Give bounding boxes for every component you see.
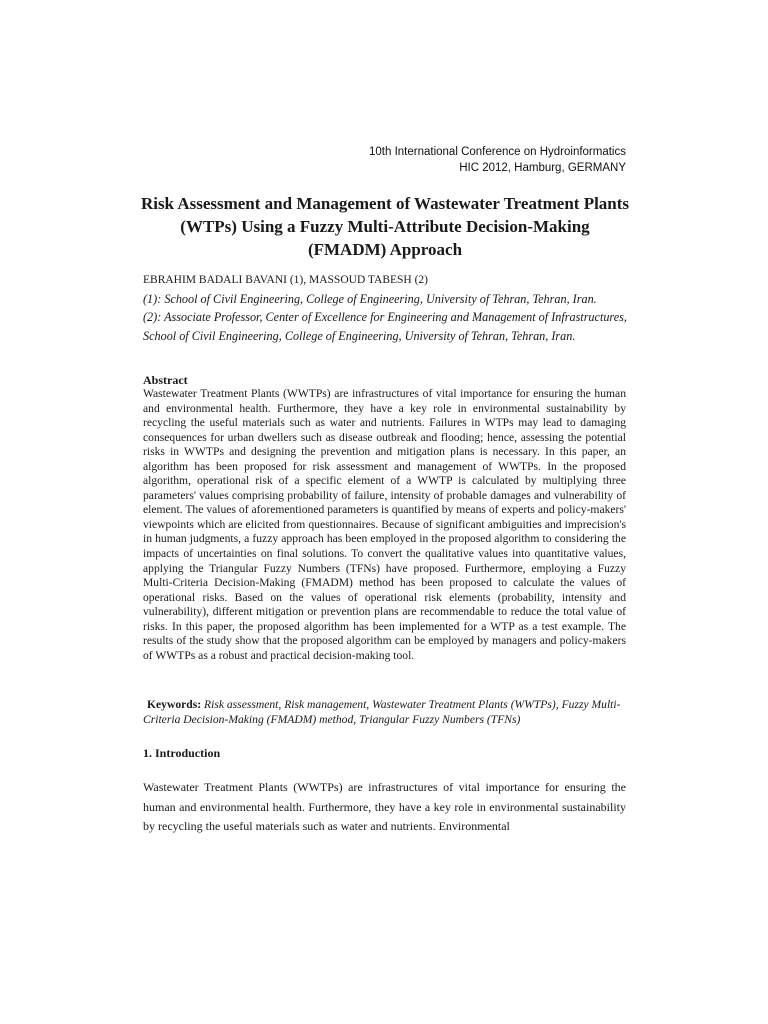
conference-location: HIC 2012, Hamburg, GERMANY <box>459 162 626 174</box>
affiliation-1: (1): School of Civil Engineering, College of Engineering, University of Tehran, Tehran, Iran. <box>143 292 597 306</box>
abstract-heading: Abstract <box>143 373 188 387</box>
conference-name: 10th International Conference on Hydroinformatics <box>369 146 626 158</box>
paper-title: Risk Assessment and Management of Wastewater Treatment Plants (WTPs) Using a Fuzzy Multi-Attribute Decision-Making (FMADM) Approach <box>140 194 630 259</box>
introduction-text: Wastewater Treatment Plants (WWTPs) are infrastructures of vital importance for ensuring the human and environmental health. Furthermore, they have a key role in environmental sustainability by recycling the useful materials such as water and nutrients. Environmental <box>143 780 626 833</box>
conference-header <box>369 144 626 176</box>
abstract-text: Wastewater Treatment Plants (WWTPs) are infrastructures of vital importance for ensuring the human and environmental health. Furthermore, they have a key role in environmental sustainability by recycling the useful materials such as water and nutrients. Failures in WTPs may lead to damaging consequences for urban dwellers such as disease outbreak and flooding; hence, assessing the potential risks in WWTPs and designing the prevention and mitigation plans is necessary. In this paper, an algorithm has been proposed for risk assessment and management of WWTPs. In the proposed algorithm, operational risk of a specific element of a WWTP is calculated by multiplying three parameters' values comprising probability of failure, intensity of probable damages and vulnerability of element. The values of aforementioned parameters is quantified by means of experts and policy-makers' viewpoints which are elicited from questionnaires. Because of significant ambiguities and imprecision's in human judgments, a fuzzy approach has been employed in the proposed algorithm to considering the impacts of uncertainties on final solutions. To convert the qualitative values into quantitative values, applying the Triangular Fuzzy Numbers (TFNs) have proposed. Furthermore, employing a Fuzzy Multi-Criteria Decision-Making (FMADM) method has been proposed to calculate the values of operational risks. Based on the values of operational risk elements (probability, intensity and vulnerability), different mitigation or prevention plans are recommendable to reduce the total value of risks. In this paper, the proposed algorithm has been implemented for a WTP as a test example. The results of the study show that the proposed algorithm can be employed by managers and policy-makers of WWTPs as a robust and practical decision-making tool. <box>143 387 626 662</box>
keywords-text: Risk assessment, Risk management, Wastewater Treatment Plants (WWTPs), Fuzzy Multi-Criteria Decision-Making (FMADM) method, Triangular Fuzzy Numbers (TFNs) <box>143 698 621 726</box>
affiliation-2: (2): Associate Professor, Center of Excellence for Engineering and Management of Infrastructures, School of Civil Engineering, College of Engineering, University of Tehran, Tehran, Iran. <box>143 310 627 343</box>
keywords-label: Keywords: <box>147 698 202 711</box>
author-list: EBRAHIM BADALI BAVANI (1), MASSOUD TABESH (2) <box>143 274 429 286</box>
section-heading-introduction: 1. Introduction <box>143 746 221 760</box>
keywords <box>143 698 626 727</box>
